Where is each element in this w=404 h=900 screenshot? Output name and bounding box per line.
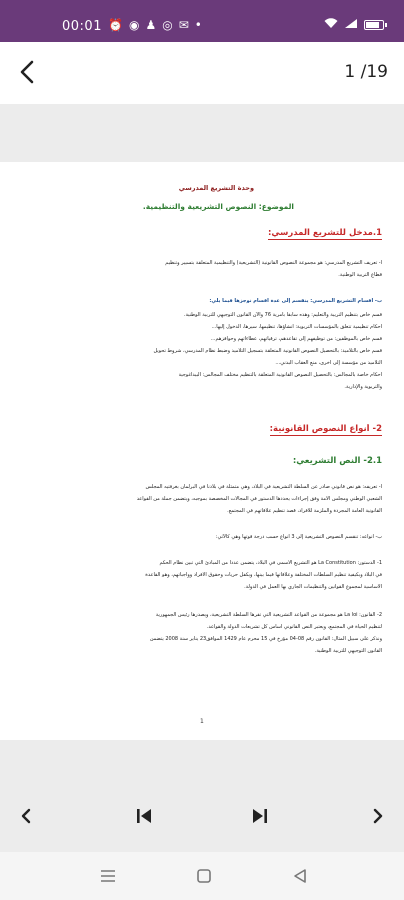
- alarm-icon: ⏰: [108, 18, 123, 32]
- next-page-button[interactable]: [364, 802, 392, 830]
- skip-last-icon: [250, 806, 270, 826]
- document-page[interactable]: [0, 162, 404, 740]
- system-navigation-bar: [0, 852, 404, 900]
- law-text-2: لتنظيم الحياة في المجتمع، ويعتبر النص القانوني أساس كل تشريعات الدولة والقواعد.: [206, 624, 382, 630]
- section-item-5b: والتربوية والإدارية.: [344, 384, 382, 390]
- system-back-button[interactable]: [290, 866, 310, 886]
- definition-text-2: قطاع التربية الوطنية.: [338, 272, 382, 278]
- last-page-button[interactable]: [246, 802, 274, 830]
- more-icon: •: [194, 18, 202, 32]
- section21-heading: 2.1- النص التشريعي:: [292, 456, 382, 466]
- wifi-icon: [324, 18, 338, 32]
- triangle-back-icon: [290, 866, 310, 886]
- skip-first-icon: [134, 806, 154, 826]
- section-item-4b: التلاميذ من مؤسسة إلى أخرى، منع العقاب البدني...: [275, 360, 382, 366]
- section-item-3: قسم خاص بالموظفين: من توظيفهم إلى تقاعدهم، ترقياتهم، عطاءاتهم وحوافزهم...: [210, 336, 382, 342]
- status-time: 00:01: [62, 19, 102, 34]
- battery-icon: [364, 20, 384, 30]
- prev-page-button[interactable]: [12, 802, 40, 830]
- constitution-text: 1- الدستور: La Constitution هو التشريع الأسمى في البلاد، يتضمن عددا من المبادئ التي تبين نظام الحكم: [159, 560, 382, 566]
- definition-text: أ- تعريف التشريع المدرسي: هو مجموعة النصوص القانونية (التشريعية) والتنظيمية المتعلقة بتسيير وتنظيم: [165, 260, 382, 266]
- legislative-definition-3: القانونية العامة المجردة والملزمة للأفراد، قصد تنظيم علاقاتهم في المجتمع.: [227, 508, 382, 514]
- legislative-definition-2: الشعبي الوطني ومجلس الأمة وفق إجراءات يحددها الدستور في المجالات المخصصة بموجبه، ويتضمن جملة من القواعد: [136, 496, 382, 502]
- section-item-1: قسم خاص بتنظيم التربية والتعليم: وهذه سابقا بأمرية 76 والآن القانون التوجيهي للتربية الوطنية.: [183, 312, 382, 318]
- page-number: 1: [200, 718, 204, 725]
- page-viewer[interactable]: [0, 104, 404, 780]
- home-button[interactable]: [194, 866, 214, 886]
- legislative-definition: أ- تعريفه: هو نص قانوني صادر عن السلطة التشريعية في البلاد، وهي متمثلة في بلادنا في البرلمان بغرفتيه المجلس: [145, 484, 382, 490]
- message-icon: ✉: [178, 18, 189, 32]
- section-item-4: قسم خاص بالتلاميذ: بالتحصيل النصوص القانونية المتعلقة بتسجيل التلاميذ وضبط نظام المدرسي، شروط تحويل: [153, 348, 382, 354]
- page-counter: 1 /19: [344, 62, 388, 82]
- signal-icon: [344, 18, 358, 32]
- messenger-icon: ◉: [128, 18, 140, 32]
- types-intro: ب- أنواعه: تنقسم النصوص التشريعية إلى 3 أنواع حسب درجة قوتها وهي كالآتي:: [215, 534, 382, 540]
- subject-title: الموضوع: النصوص التشريعية والتنظيمية.: [142, 202, 294, 211]
- section-item-2: أحكام تنظيمية تتعلق بالمؤسسات التربوية: أنشاؤها، تنظيمها، سيرها، الدخول إليها...: [211, 324, 382, 330]
- constitution-text-3: الأساسية لمجموع القوانين والتنظيمات الجاري بها العمل في الدولة.: [244, 584, 382, 590]
- back-button[interactable]: [14, 58, 42, 86]
- law-text-4: القانون التوجيهي للتربية الوطنية.: [314, 648, 382, 654]
- section-item-5: أحكام خاصة بالمجالس: بالتحصيل النصوص القانونية المتعلقة بالتنظيم مختلف المجالس: البيداغوجية: [178, 372, 382, 378]
- unit-title: وحدة التشريع المدرسي: [178, 184, 254, 192]
- first-page-button[interactable]: [130, 802, 158, 830]
- system-icons: [324, 18, 384, 32]
- back-arrow-icon: [14, 58, 42, 86]
- recent-apps-button[interactable]: [98, 866, 118, 886]
- menu-lines-icon: [98, 866, 118, 886]
- law-text-3: ونذكر على سبيل المثال: القانون رقم 08-04 مؤرخ في 15 محرم عام 1429 الموافق23 يناير سنة 2008 يتضمن: [149, 636, 382, 642]
- chevron-left-icon: [17, 807, 35, 825]
- square-icon: [194, 866, 214, 886]
- status-bar: [0, 0, 404, 42]
- instagram-icon: ◎: [162, 18, 173, 32]
- constitution-text-2: في البلاد ويكيفية تنظيم السلطات المختلفة وعلاقاتها فيما بينها، ويكفل حريات وحقوق الأفراد وواجباتهم، وهو القاعدة: [145, 572, 382, 578]
- chevron-right-icon: [369, 807, 387, 825]
- sections-text: ب- أقسام التشريع المدرسي: ينقسم إلى عدة أقسام نوجزها فيما يلي:: [209, 298, 382, 304]
- notification-icon: ♟: [145, 18, 157, 32]
- notification-icons: [108, 18, 202, 32]
- top-toolbar: [0, 42, 404, 104]
- section1-heading: 1.مدخل للتشريع المدرسي:: [268, 228, 382, 238]
- law-text: 2- القانون: La loi هو مجموعة من القواعد التشريعية التي تقرها السلطة التشريعية، ويصدرها رئيس الجمهورية: [155, 612, 382, 618]
- section2-heading: 2- أنواع النصوص القانونية:: [269, 424, 382, 434]
- page-navigation: [0, 780, 404, 852]
